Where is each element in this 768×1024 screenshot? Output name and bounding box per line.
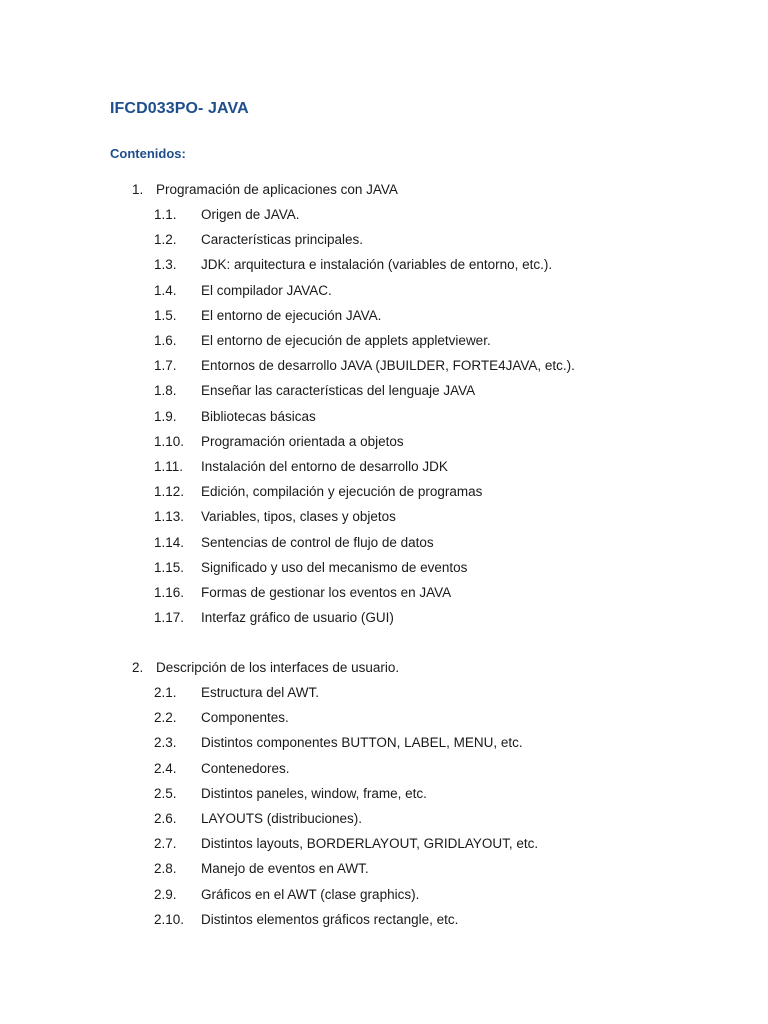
list-item xyxy=(0,283,768,303)
list-item-text: Variables, tipos, clases y objetos xyxy=(201,509,396,525)
list-item xyxy=(0,383,768,403)
list-item-text: Contenedores. xyxy=(201,760,290,776)
list-item-text: Manejo de eventos en AWT. xyxy=(201,861,369,877)
list-item-number: 2.1. xyxy=(154,685,177,700)
list-item xyxy=(0,308,768,328)
list-item-text: Instalación del entorno de desarrollo JDK xyxy=(201,459,448,474)
section-label: Programación de aplicaciones con JAVA xyxy=(156,182,398,197)
list-item-text: Componentes. xyxy=(201,710,289,726)
list-item-number: 1.1. xyxy=(154,207,177,222)
list-item-text: Distintos componentes BUTTON, LABEL, MENU, etc. xyxy=(201,735,523,751)
list-item-text: El compilador JAVAC. xyxy=(201,282,332,298)
list-item-number: 2.2. xyxy=(154,710,177,726)
list-item xyxy=(0,710,768,730)
list-item-number: 1.2. xyxy=(154,232,177,248)
list-item-text: El entorno de ejecución de applets appletviewer. xyxy=(201,333,491,348)
list-item xyxy=(0,560,768,580)
list-item-number: 1.7. xyxy=(154,358,177,374)
list-item xyxy=(0,333,768,353)
list-item-number: 2.9. xyxy=(154,886,177,902)
list-item-number: 2.3. xyxy=(154,735,177,751)
list-item-text: Edición, compilación y ejecución de programas xyxy=(201,484,483,500)
list-item xyxy=(0,811,768,831)
section-number: 2. xyxy=(132,660,144,675)
list-item xyxy=(0,861,768,881)
document-title: IFCD033PO- JAVA xyxy=(110,100,249,117)
list-item-text: Formas de gestionar los eventos en JAVA xyxy=(201,585,452,600)
list-item-number: 1.12. xyxy=(154,484,185,500)
list-item-number: 2.7. xyxy=(154,836,177,852)
list-item-text: Interfaz gráfico de usuario (GUI) xyxy=(201,610,394,626)
list-item xyxy=(0,207,768,227)
list-item-number: 1.10. xyxy=(154,433,185,449)
list-item-number: 2.8. xyxy=(154,861,177,877)
list-item xyxy=(0,232,768,252)
list-item xyxy=(0,459,768,479)
list-item-number: 1.9. xyxy=(154,408,177,424)
list-item xyxy=(0,912,768,932)
list-item-number: 1.11. xyxy=(154,459,184,474)
list-item-text: Gráficos en el AWT (clase graphics). xyxy=(201,886,420,902)
list-item xyxy=(0,409,768,429)
list-item xyxy=(0,786,768,806)
list-item-number: 1.15. xyxy=(154,559,185,575)
list-item-number: 1.14. xyxy=(154,534,185,550)
list-item-text: Sentencias de control de flujo de datos xyxy=(201,534,434,550)
list-item-text: Programación orientada a objetos xyxy=(201,433,404,449)
list-item xyxy=(0,735,768,755)
list-item-number: 1.8. xyxy=(154,383,177,399)
list-item-number: 1.17. xyxy=(154,610,185,626)
list-item-text: JDK: arquitectura e instalación (variables de entorno, etc.). xyxy=(201,257,553,273)
list-item-text: LAYOUTS (distribuciones). xyxy=(201,811,363,826)
list-item-text: Distintos paneles, window, frame, etc. xyxy=(201,785,427,801)
list-item-number: 1.13. xyxy=(154,509,185,525)
list-item-text: Significado y uso del mecanismo de eventos xyxy=(201,559,468,575)
list-item-number: 1.6. xyxy=(154,333,177,348)
list-item-text: Entornos de desarrollo JAVA (JBUILDER, FORTE4JAVA, etc.). xyxy=(201,358,575,374)
list-item xyxy=(0,434,768,454)
list-item xyxy=(0,585,768,605)
section-number: 1. xyxy=(132,182,144,197)
list-item-number: 2.4. xyxy=(154,760,177,776)
list-item xyxy=(0,257,768,277)
list-item-text: Bibliotecas básicas xyxy=(201,408,316,424)
list-item-number: 2.6. xyxy=(154,811,177,826)
section-heading xyxy=(132,660,399,675)
list-item xyxy=(0,836,768,856)
list-item-text: Enseñar las características del lenguaje JAVA xyxy=(201,383,476,399)
list-item-text: Origen de JAVA. xyxy=(201,207,300,222)
contents-heading: Contenidos: xyxy=(110,146,186,161)
list-item xyxy=(0,535,768,555)
list-item xyxy=(0,761,768,781)
list-item-text: El entorno de ejecución JAVA. xyxy=(201,307,382,323)
section-label: Descripción de los interfaces de usuario. xyxy=(156,660,400,675)
list-item-text: Distintos layouts, BORDERLAYOUT, GRIDLAYOUT, etc. xyxy=(201,836,539,852)
list-item-text: Estructura del AWT. xyxy=(201,685,320,700)
list-item xyxy=(0,610,768,630)
list-item xyxy=(0,685,768,705)
list-item xyxy=(0,887,768,907)
list-item-number: 2.5. xyxy=(154,785,177,801)
list-item xyxy=(0,484,768,504)
list-item-number: 1.4. xyxy=(154,282,177,298)
list-item-number: 2.10. xyxy=(154,911,185,927)
list-item xyxy=(0,509,768,529)
list-item-text: Características principales. xyxy=(201,232,364,248)
list-item xyxy=(0,358,768,378)
list-item-number: 1.16. xyxy=(154,585,185,600)
section-heading xyxy=(132,182,398,197)
list-item-number: 1.5. xyxy=(154,307,177,323)
list-item-text: Distintos elementos gráficos rectangle, etc. xyxy=(201,911,459,927)
list-item-number: 1.3. xyxy=(154,257,177,273)
